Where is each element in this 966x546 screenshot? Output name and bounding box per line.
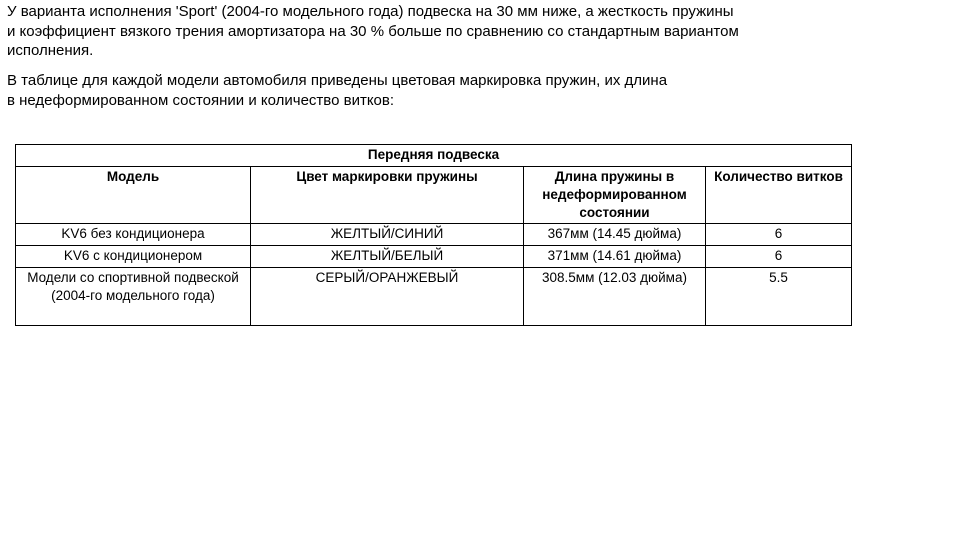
paragraph-line: В таблице для каждой модели автомобиля приведены цветовая маркировка пружин, их длина — [7, 72, 668, 89]
paragraph-line: исполнения. — [7, 42, 94, 59]
cell-color: СЕРЫЙ/ОРАНЖЕВЫЙ — [251, 268, 524, 326]
table-title: Передняя подвеска — [16, 145, 852, 167]
paragraph-line: и коэффициент вязкого трения амортизатора на 30 % больше по сравнению со стандартным вариантом — [7, 22, 739, 40]
table-row — [16, 268, 852, 326]
column-header-color: Цвет маркировки пружины — [251, 167, 524, 224]
cell-turns: 6 — [706, 224, 852, 246]
cell-length: 371мм (14.61 дюйма) — [524, 246, 706, 268]
cell-turns: 5.5 — [706, 268, 852, 326]
paragraph-line: в недеформированном состоянии и количество витков: — [7, 91, 395, 109]
front-suspension-table — [15, 144, 852, 326]
cell-model: KV6 без кондиционера — [16, 224, 251, 246]
sport-variant-paragraph — [7, 2, 739, 61]
cell-color: ЖЕЛТЫЙ/БЕЛЫЙ — [251, 246, 524, 268]
table-header-row — [16, 167, 852, 224]
cell-length: 367мм (14.45 дюйма) — [524, 224, 706, 246]
column-header-length: Длина пружины в недеформированном состоянии — [524, 167, 706, 224]
table-row — [16, 246, 852, 268]
table-title-row — [16, 145, 852, 167]
cell-turns: 6 — [706, 246, 852, 268]
column-header-model: Модель — [16, 167, 251, 224]
paragraph-line: У варианта исполнения 'Sport' (2004-го модельного года) подвеска на 30 мм ниже, а жесткость пружины — [7, 3, 734, 20]
cell-length: 308.5мм (12.03 дюйма) — [524, 268, 706, 326]
cell-color: ЖЕЛТЫЙ/СИНИЙ — [251, 224, 524, 246]
cell-model: Модели со спортивной подвеской (2004-го модельного года) — [16, 268, 251, 326]
column-header-turns: Количество витков — [706, 167, 852, 224]
table-row — [16, 224, 852, 246]
cell-model: KV6 с кондиционером — [16, 246, 251, 268]
table-intro-paragraph — [7, 71, 667, 110]
